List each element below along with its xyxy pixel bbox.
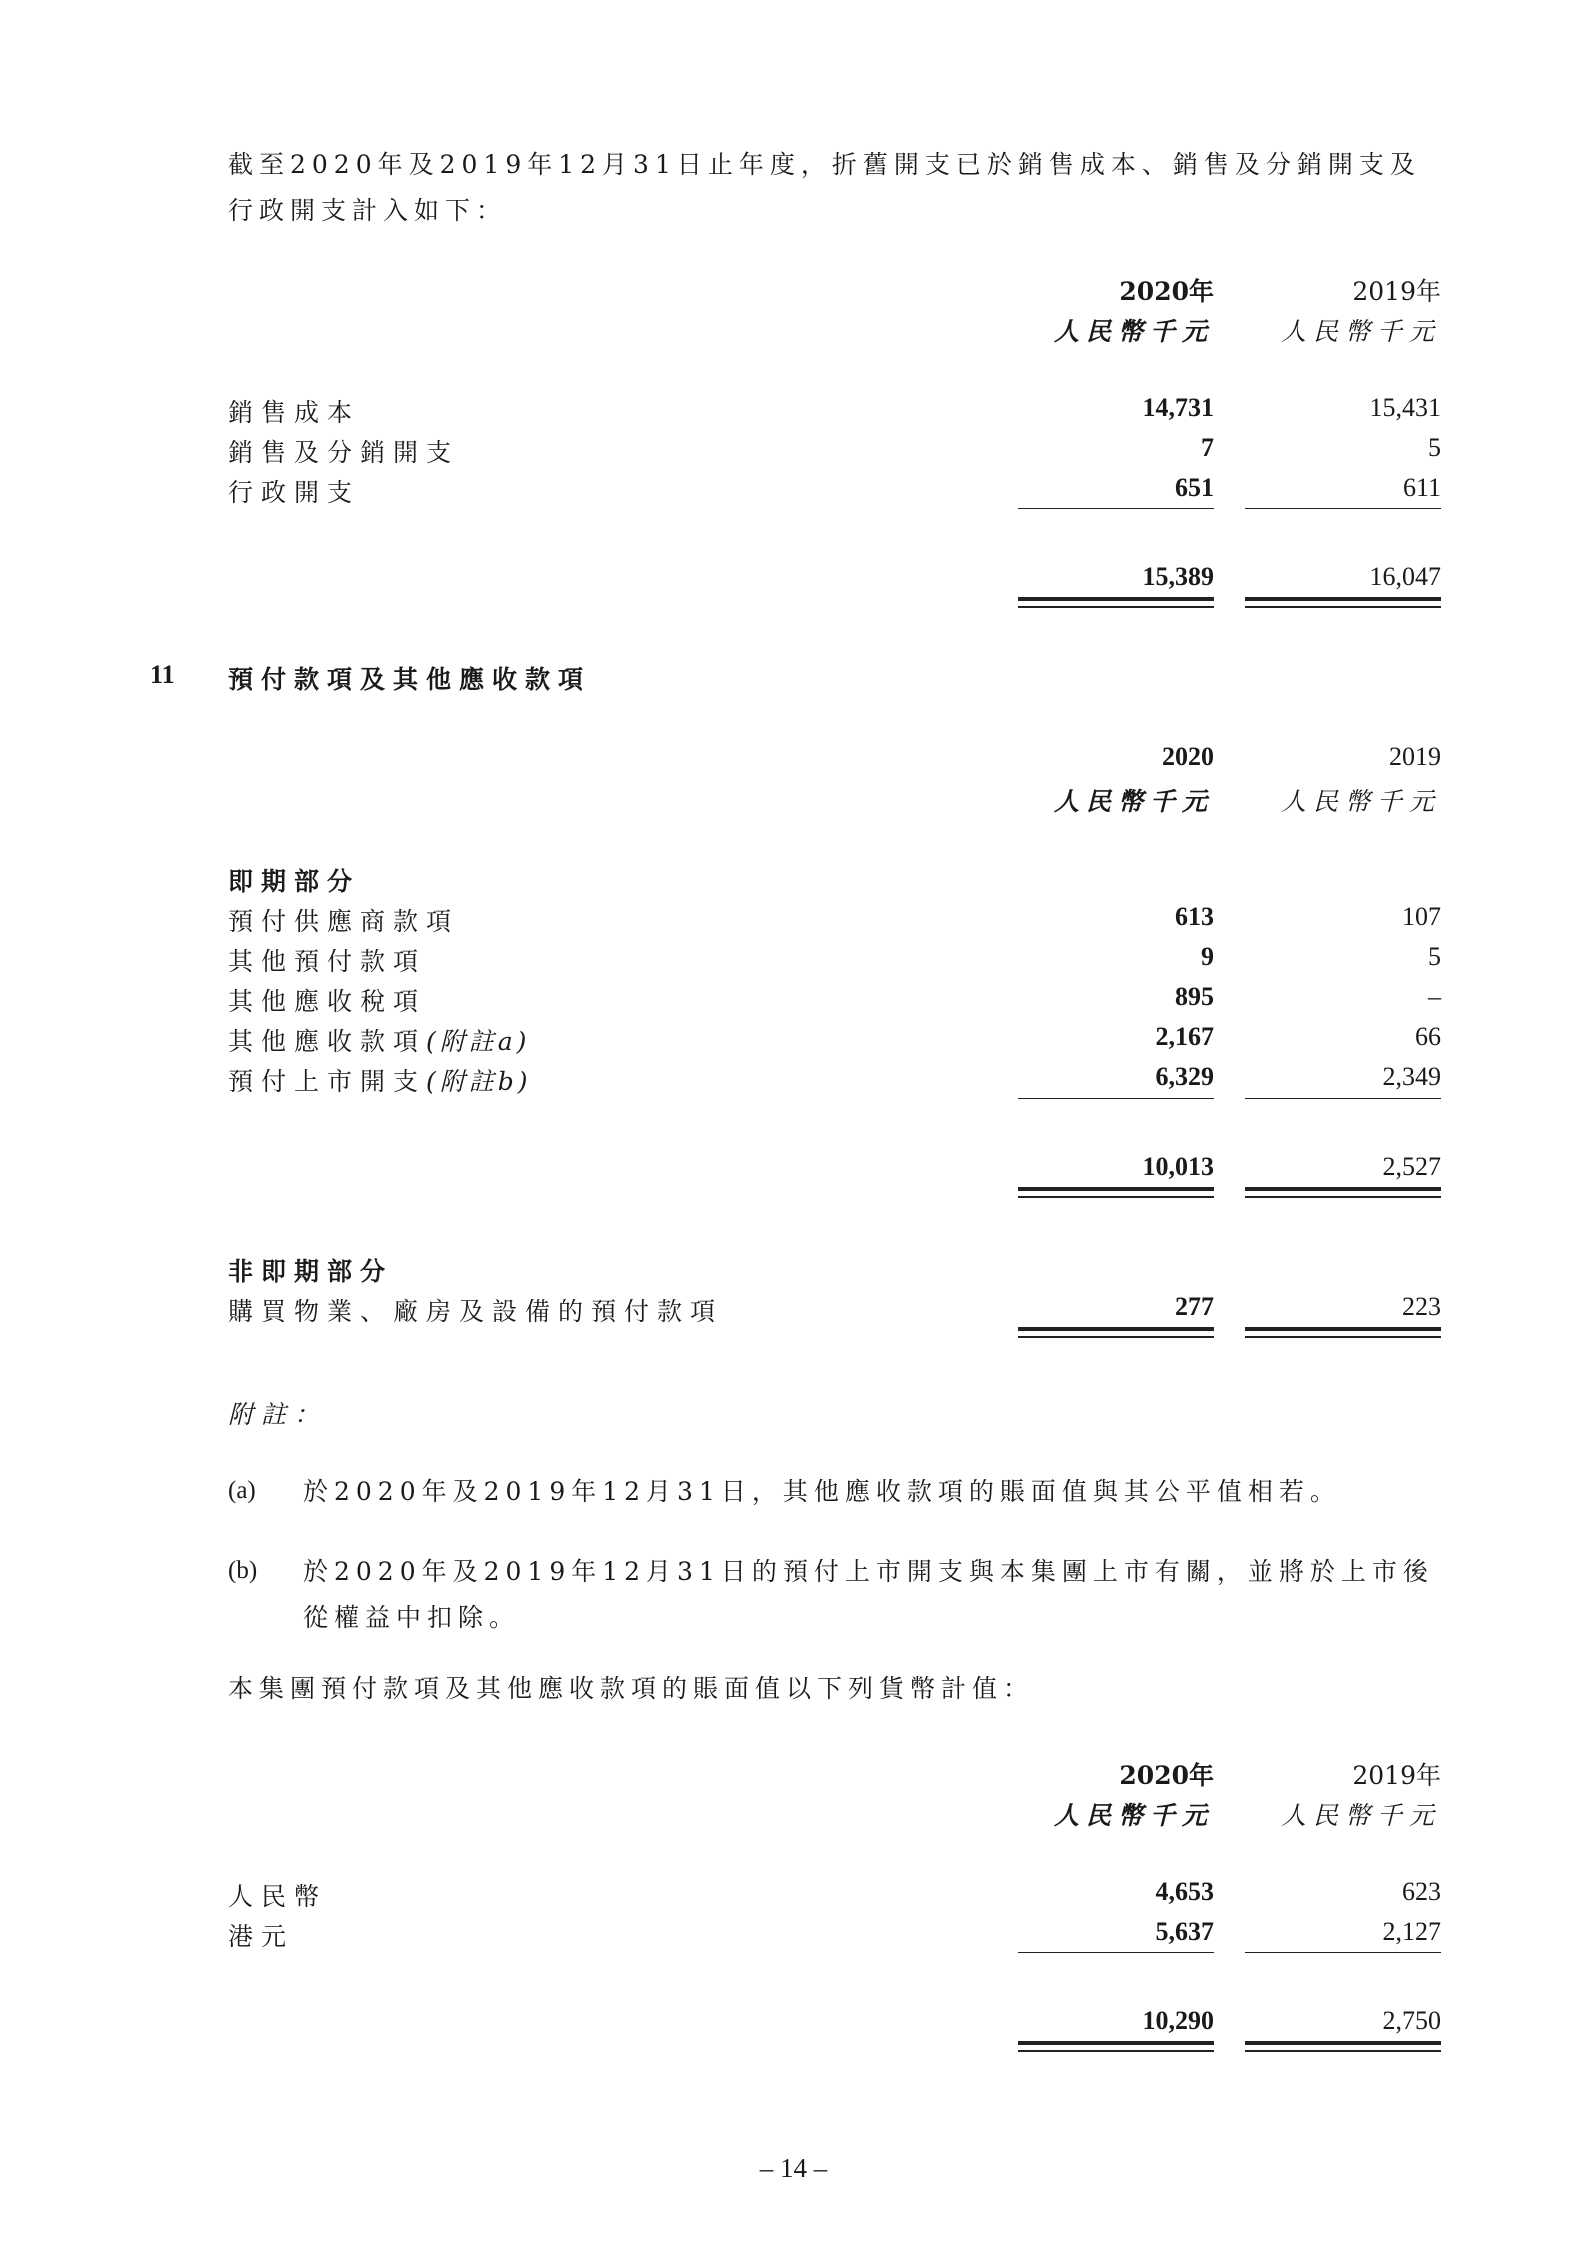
table1-subtotal-rule-2020 bbox=[1018, 508, 1214, 509]
table2-header-2019: 2019 bbox=[1389, 742, 1441, 771]
table2-header-2020: 2020 bbox=[1162, 742, 1214, 771]
table2-noncurrent-double-rule-2020 bbox=[1018, 1327, 1214, 1335]
notes-heading: 附註： bbox=[228, 1400, 328, 1429]
table1-total-double-rule-2019 bbox=[1245, 597, 1441, 605]
table3-subtotal-rule-2020 bbox=[1018, 1952, 1214, 1953]
table3-unit-2019: 人民幣千元 bbox=[1280, 1801, 1441, 1830]
currency-paragraph: 本集團預付款項及其他應收款項的賬面值以下列貨幣計值： bbox=[228, 1674, 1035, 1703]
table2-noncurrent-value-2019: 223 bbox=[1402, 1292, 1441, 1321]
table2-row-value-2019: 2,349 bbox=[1382, 1062, 1441, 1091]
table3-row-value-2019: 623 bbox=[1402, 1877, 1441, 1906]
table2-current-total-2020: 10,013 bbox=[1142, 1152, 1214, 1181]
table2-subtotal-rule-2019 bbox=[1245, 1098, 1441, 1099]
table2-row-label: 其他應收稅項 bbox=[228, 987, 427, 1016]
table1-row-value-2020: 651 bbox=[1175, 473, 1214, 502]
table2-noncurrent-value-2020: 277 bbox=[1175, 1292, 1214, 1321]
section-number: 11 bbox=[150, 660, 175, 689]
current-portion-heading: 即期部分 bbox=[228, 867, 361, 896]
table3-total-2020: 10,290 bbox=[1142, 2006, 1214, 2035]
note-a-text: 於2020年及2019年12月31日，其他應收款項的賬面值與其公平值相若。 bbox=[303, 1477, 1341, 1506]
table1-row-value-2019: 611 bbox=[1402, 473, 1441, 502]
table2-noncurrent-row-label: 購買物業、廠房及設備的預付款項 bbox=[228, 1297, 724, 1326]
table3-total-double-rule-2020-lower bbox=[1018, 2050, 1214, 2052]
table2-row-value-2020: 6,329 bbox=[1155, 1062, 1214, 1091]
table2-unit-2019: 人民幣千元 bbox=[1280, 787, 1441, 816]
noncurrent-portion-heading: 非即期部分 bbox=[228, 1257, 394, 1286]
note-a-marker: (a) bbox=[228, 1477, 256, 1504]
table3-row-label: 人民幣 bbox=[228, 1882, 328, 1911]
section-title: 預付款項及其他應收款項 bbox=[228, 665, 592, 694]
table3-total-double-rule-2019 bbox=[1245, 2041, 1441, 2049]
table1-row-label: 行政開支 bbox=[228, 478, 361, 507]
table2-row-label: 預付上市開支 bbox=[228, 1067, 427, 1096]
table2-row-value-2019: 107 bbox=[1402, 902, 1441, 931]
table2-noncurrent-double-rule-2019-lower bbox=[1245, 1336, 1441, 1338]
table3-row-value-2019: 2,127 bbox=[1382, 1917, 1441, 1946]
table2-total-double-rule-2019-lower bbox=[1245, 1196, 1441, 1198]
table2-noncurrent-double-rule-2020-lower bbox=[1018, 1336, 1214, 1338]
table2-unit-2020: 人民幣千元 bbox=[1053, 787, 1214, 816]
table2-row-value-2020: 613 bbox=[1175, 902, 1214, 931]
table1-row-value-2020: 7 bbox=[1201, 433, 1214, 462]
note-reference: (附註a) bbox=[426, 1027, 531, 1056]
table2-row-value-2019: – bbox=[1428, 982, 1441, 1011]
table1-total-double-rule-2019-lower bbox=[1245, 606, 1441, 608]
table2-noncurrent-double-rule-2019 bbox=[1245, 1327, 1441, 1335]
table1-header-2020: 2020年 bbox=[1119, 277, 1214, 306]
table3-header-2020: 2020年 bbox=[1119, 1761, 1214, 1790]
note-b-marker: (b) bbox=[228, 1557, 258, 1584]
table3-total-2019: 2,750 bbox=[1382, 2006, 1441, 2035]
table1-row-value-2020: 14,731 bbox=[1142, 393, 1214, 422]
table2-row-value-2019: 5 bbox=[1428, 942, 1441, 971]
table1-row-value-2019: 15,431 bbox=[1369, 393, 1441, 422]
table1-row-value-2019: 5 bbox=[1428, 433, 1441, 462]
table3-total-double-rule-2019-lower bbox=[1245, 2050, 1441, 2052]
table1-unit-2020: 人民幣千元 bbox=[1053, 317, 1214, 346]
table2-total-double-rule-2020-lower bbox=[1018, 1196, 1214, 1198]
table1-unit-2019: 人民幣千元 bbox=[1280, 317, 1441, 346]
page-number: – 14 – bbox=[759, 2153, 828, 2183]
table2-total-double-rule-2020 bbox=[1018, 1187, 1214, 1195]
table2-row-value-2020: 895 bbox=[1175, 982, 1214, 1011]
table2-row-label-with-note bbox=[228, 1022, 530, 1058]
table3-total-double-rule-2020 bbox=[1018, 2041, 1214, 2049]
table1-total-double-rule-2020-lower bbox=[1018, 606, 1214, 608]
table1-row-label: 銷售及分銷開支 bbox=[228, 438, 460, 467]
table2-row-value-2020: 9 bbox=[1201, 942, 1214, 971]
table2-row-label: 預付供應商款項 bbox=[228, 907, 460, 936]
table3-header-2019: 2019年 bbox=[1352, 1761, 1441, 1790]
table1-total-double-rule-2020 bbox=[1018, 597, 1214, 605]
table2-row-value-2019: 66 bbox=[1415, 1022, 1441, 1051]
table1-subtotal-rule-2019 bbox=[1245, 508, 1441, 509]
note-b-text: 於2020年及2019年12月31日的預付上市開支與本集團上市有關，並將於上市後從權益中扣除。 bbox=[303, 1557, 1434, 1632]
table3-row-value-2020: 4,653 bbox=[1155, 1877, 1214, 1906]
table2-row-label-with-note bbox=[228, 1062, 532, 1098]
table1-total-2019: 16,047 bbox=[1369, 562, 1441, 591]
table1-row-label: 銷售成本 bbox=[228, 398, 361, 427]
table2-row-value-2020: 2,167 bbox=[1155, 1022, 1214, 1051]
table3-subtotal-rule-2019 bbox=[1245, 1952, 1441, 1953]
table3-unit-2020: 人民幣千元 bbox=[1053, 1801, 1214, 1830]
table2-subtotal-rule-2020 bbox=[1018, 1098, 1214, 1099]
table1-total-2020: 15,389 bbox=[1142, 562, 1214, 591]
table3-row-value-2020: 5,637 bbox=[1155, 1917, 1214, 1946]
table2-row-label: 其他應收款項 bbox=[228, 1027, 427, 1056]
table2-total-double-rule-2019 bbox=[1245, 1187, 1441, 1195]
intro-paragraph: 截至2020年及2019年12月31日止年度，折舊開支已於銷售成本、銷售及分銷開支及行政開支計入如下： bbox=[228, 150, 1421, 225]
table1-header-2019: 2019年 bbox=[1352, 277, 1441, 306]
table3-row-label: 港元 bbox=[228, 1922, 295, 1951]
table2-row-label: 其他預付款項 bbox=[228, 947, 427, 976]
table2-current-total-2019: 2,527 bbox=[1382, 1152, 1441, 1181]
note-reference: (附註b) bbox=[426, 1067, 532, 1096]
